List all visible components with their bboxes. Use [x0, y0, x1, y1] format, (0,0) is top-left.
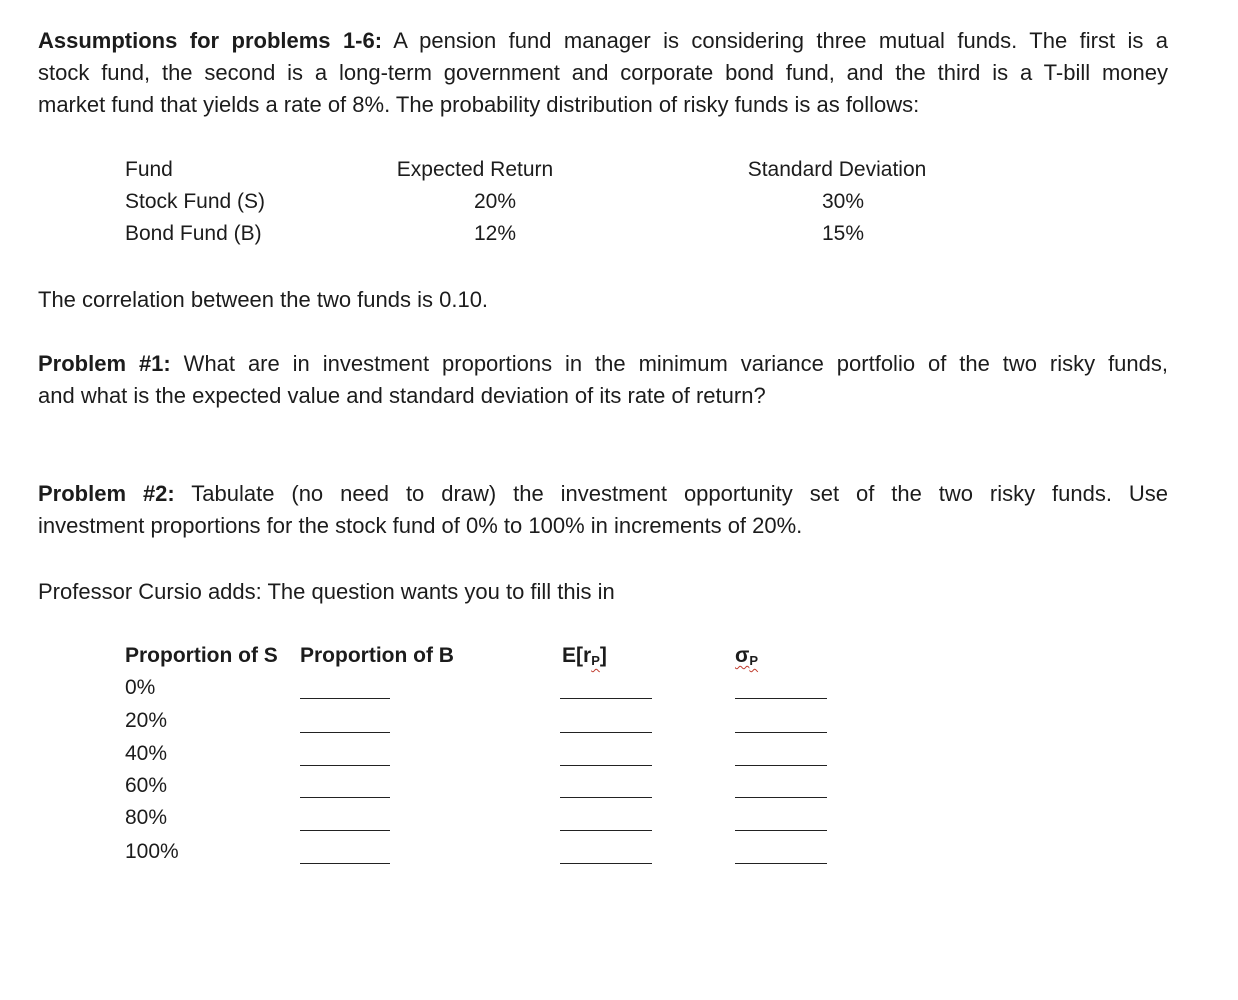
std-dev-bond: 15%	[821, 222, 865, 245]
expected-return-bond: 12%	[473, 222, 517, 245]
col-std-dev-header: $\sigma_P$	[735, 644, 759, 668]
fill-row-label: 20%	[125, 709, 168, 732]
blank-line	[300, 830, 390, 831]
blank-line	[560, 732, 652, 733]
problem-1-line-2: and what is the expected value and standard deviation of its rate of return?	[38, 383, 766, 408]
assumptions-line-1: Assumptions for problems 1-6: A pension fund manager is considering three mutual funds. The first is a	[38, 28, 1169, 53]
fill-row-label: 40%	[125, 742, 168, 765]
col-proportion-s-header: Proportion of S	[125, 644, 278, 667]
problem-2	[38, 478, 1168, 542]
problem-1-label: Problem #1:	[38, 351, 171, 376]
blank-line	[735, 863, 827, 864]
std-dev-header: Standard Deviation	[747, 158, 927, 181]
fund-name-stock: Stock Fund (S)	[125, 190, 266, 213]
correlation-text: The correlation between the two funds is 0.10.	[38, 287, 489, 312]
problem-2-label: Problem #2:	[38, 481, 175, 506]
assumptions-line-3: market fund that yields a rate of 8%. The probability distribution of risky funds is as follows:	[38, 92, 920, 117]
assumptions-line-2: stock fund, the second is a long-term government and corporate bond fund, and the third is a T-bill money	[38, 60, 1168, 85]
std-dev-stock: 30%	[821, 190, 865, 213]
problem-2-line-1: Problem #2: Tabulate (no need to draw) the investment opportunity set of the two risky funds. Use	[38, 481, 1169, 506]
fill-row-label: 0%	[125, 676, 156, 699]
assumptions-paragraph	[38, 25, 1168, 121]
fill-row-label: 100%	[125, 840, 179, 863]
blank-line	[560, 797, 652, 798]
blank-line	[735, 698, 827, 699]
blank-line	[560, 698, 652, 699]
blank-line	[300, 698, 390, 699]
problem-1	[38, 348, 1168, 412]
blank-line	[560, 830, 652, 831]
col-proportion-b-header: Proportion of B	[300, 644, 454, 667]
blank-line	[735, 732, 827, 733]
blank-line	[300, 863, 390, 864]
fill-row-label: 60%	[125, 774, 168, 797]
blank-line	[300, 765, 390, 766]
problem-1-line-1: Problem #1: What are in investment proportions in the minimum variance portfolio of the two risky funds,	[38, 351, 1168, 376]
fund-name-bond: Bond Fund (B)	[125, 222, 262, 245]
professor-note: Professor Cursio adds: The question wants you to fill this in	[38, 579, 615, 604]
expected-return-stock: 20%	[473, 190, 517, 213]
assumptions-label: Assumptions for problems 1-6:	[38, 28, 383, 53]
blank-line	[300, 797, 390, 798]
blank-line	[735, 797, 827, 798]
expected-return-header: Expected Return	[396, 158, 554, 181]
problem-2-line-2: investment proportions for the stock fund of 0% to 100% in increments of 20%.	[38, 513, 803, 538]
fill-row-label: 80%	[125, 806, 168, 829]
fund-header: Fund	[125, 158, 173, 181]
blank-line	[735, 830, 827, 831]
col-expected-return-header: $E[r_P]$	[562, 644, 607, 668]
blank-line	[560, 863, 652, 864]
blank-line	[560, 765, 652, 766]
blank-line	[300, 732, 390, 733]
blank-line	[735, 765, 827, 766]
